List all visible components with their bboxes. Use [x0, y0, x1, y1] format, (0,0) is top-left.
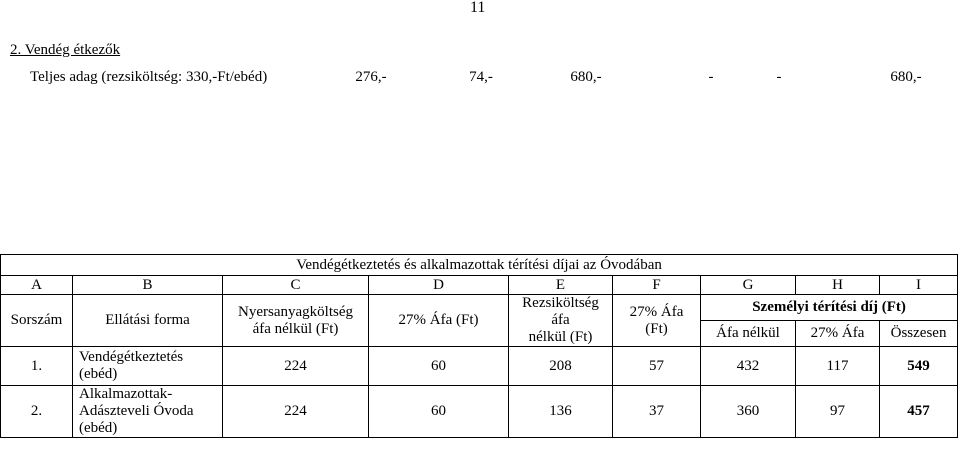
header-nyersanyag-line: Nyersanyagköltség	[238, 303, 353, 320]
section-title: 2. Vendég étkezők	[10, 42, 121, 58]
row-number: 2.	[1, 386, 73, 438]
header-afa-27: 27% Áfa	[796, 321, 880, 347]
row-forma-line: (ebéd)	[79, 366, 118, 382]
cell-afa-nelkul: 432	[701, 347, 796, 386]
table-row	[1, 386, 958, 438]
column-letter: I	[880, 276, 958, 295]
column-letter: B	[73, 276, 223, 295]
row-ellatasi-forma	[73, 386, 223, 438]
cell-afa-2: 37	[613, 386, 701, 438]
header-szemelyi-teritesi-dij: Személyi térítési díj (Ft)	[701, 295, 958, 321]
page-number: 11	[470, 0, 486, 16]
cell-afa-nelkul: 360	[701, 386, 796, 438]
row-ellatasi-forma	[73, 347, 223, 386]
price-row-label: Teljes adag (rezsiköltség: 330,-Ft/ebéd)	[30, 69, 268, 85]
header-afa-2-line: 27% Áfa	[629, 303, 684, 320]
row-number: 1.	[1, 347, 73, 386]
cell-afa: 60	[369, 386, 509, 438]
header-sorszam: Sorszám	[1, 295, 73, 347]
price-value: 74,-	[469, 69, 493, 85]
price-value: 680,-	[570, 69, 602, 85]
header-afa: 27% Áfa (Ft)	[369, 295, 509, 347]
table-caption: Vendégétkeztetés és alkalmazottak térítési díjai az Óvodában	[1, 255, 958, 276]
column-letter: C	[223, 276, 369, 295]
price-value: 680,-	[890, 69, 922, 85]
cell-afa-2: 57	[613, 347, 701, 386]
cell-nyersanyag: 224	[223, 347, 369, 386]
header-ellatasi-forma: Ellátási forma	[73, 295, 223, 347]
column-letter: E	[509, 276, 613, 295]
column-letter: H	[796, 276, 880, 295]
header-afa-nelkul: Áfa nélkül	[701, 321, 796, 347]
cell-nyersanyag: 224	[223, 386, 369, 438]
column-letter: F	[613, 276, 701, 295]
table-row	[1, 347, 958, 386]
cell-afa-27: 97	[796, 386, 880, 438]
column-letter: A	[1, 276, 73, 295]
price-value: -	[776, 69, 782, 85]
header-nyersanyag	[223, 295, 369, 347]
cell-afa: 60	[369, 347, 509, 386]
header-rezsi-line: áfa	[551, 312, 570, 328]
cell-rezsi: 208	[509, 347, 613, 386]
cell-osszesen: 457	[880, 386, 958, 438]
column-letter: G	[701, 276, 796, 295]
header-rezsi-line: nélkül (Ft)	[528, 329, 593, 345]
cell-osszesen: 549	[880, 347, 958, 386]
header-rezsi	[509, 295, 613, 347]
header-osszesen: Összesen	[880, 321, 958, 347]
cell-rezsi: 136	[509, 386, 613, 438]
header-nyersanyag-line: áfa nélkül (Ft)	[252, 320, 339, 337]
price-value: -	[708, 69, 714, 85]
header-afa-2	[613, 295, 701, 347]
price-value: 276,-	[355, 69, 387, 85]
header-afa-2-line: (Ft)	[645, 320, 668, 337]
row-forma-line: Alkalmazottak-	[79, 386, 173, 402]
row-forma-line: Vendégétkeztetés	[79, 349, 184, 365]
cell-afa-27: 117	[796, 347, 880, 386]
fee-table	[0, 254, 958, 438]
row-forma-line: Adászteveli Óvoda	[79, 403, 194, 419]
row-forma-line: (ebéd)	[79, 420, 118, 436]
column-letter: D	[369, 276, 509, 295]
header-rezsi-line: Rezsiköltség	[522, 295, 599, 311]
